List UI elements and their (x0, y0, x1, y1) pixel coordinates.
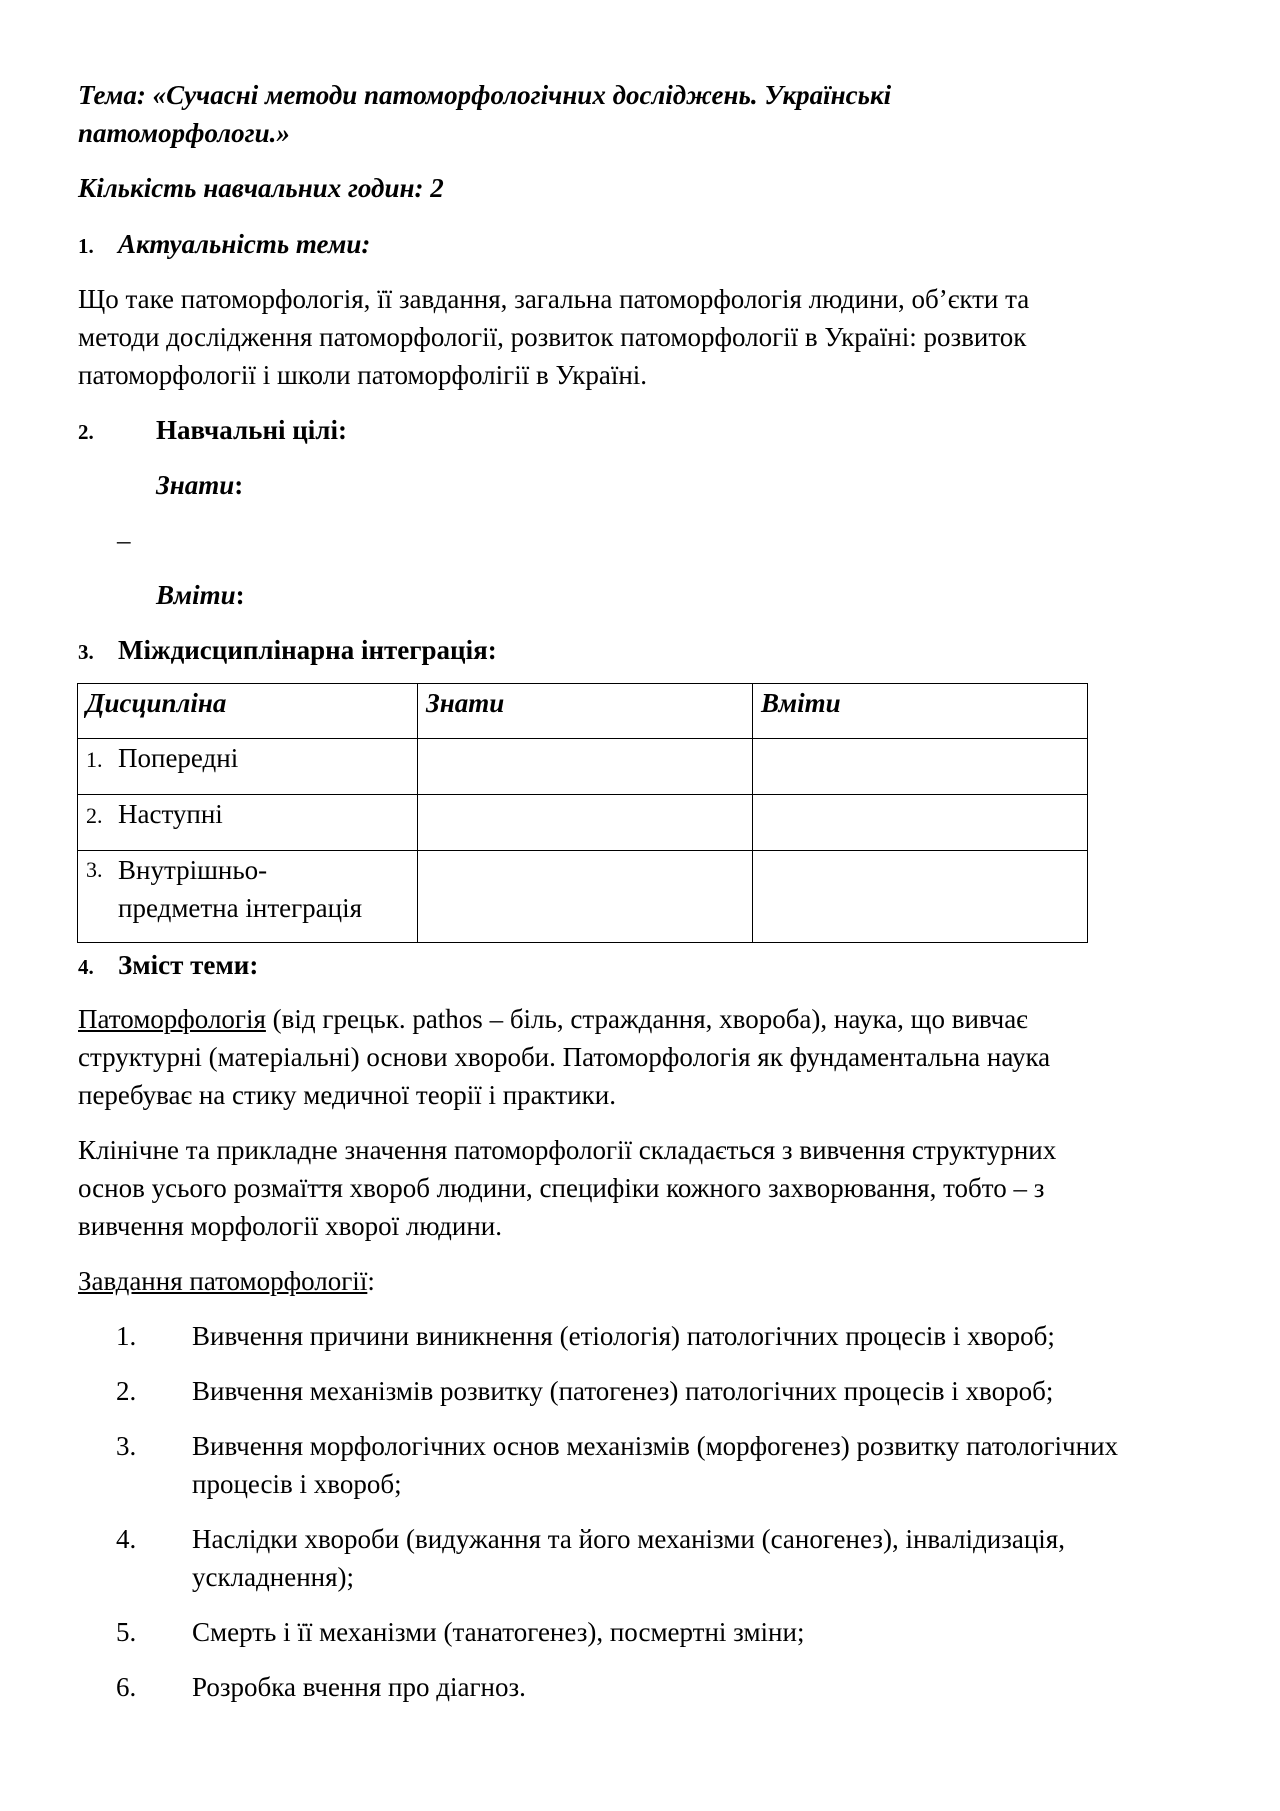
table-row-label: Наступні (118, 799, 223, 829)
section-2-heading (78, 411, 1208, 451)
section-1-number: 1. (78, 234, 94, 258)
content-paragraph-1-line-3: перебуває на стику медичної теорії і практики. (78, 1080, 616, 1110)
table-row-label (118, 851, 362, 927)
table-cell-know (418, 739, 753, 795)
section-4-heading (78, 946, 1208, 986)
know-label-colon: : (234, 470, 244, 500)
section-4-number: 4. (78, 955, 94, 979)
section-3-heading (78, 631, 1208, 671)
list-item-text-line-1: Вивчення морфологічних основ механізмів (морфогенез) розвитку патологічних (192, 1431, 1119, 1461)
section-1-title: Актуальність теми: (118, 229, 371, 259)
table-cell-discipline (78, 851, 418, 943)
list-item-text: Вивчення причини виникнення (етіологія) патологічних процесів і хвороб; (192, 1321, 1055, 1351)
can-label-colon: : (235, 580, 245, 610)
can-label (156, 576, 1280, 614)
table-row-number: 1. (86, 747, 103, 772)
content-paragraph-2-line-3: вивчення морфології хворої людини. (78, 1211, 502, 1241)
topic-line-1: Тема: «Сучасні методи патоморфологічних досліджень. Українські (78, 80, 892, 110)
table-row (78, 851, 1088, 943)
table-cell-can (753, 795, 1088, 851)
section-2-title: Навчальні цілі: (156, 415, 347, 445)
topic-line-2: патоморфологи.» (78, 118, 290, 148)
list-item-number: 3. (116, 1431, 137, 1461)
know-label (156, 466, 1280, 504)
list-item-number: 1. (116, 1321, 137, 1351)
table-header-discipline: Дисципліна (78, 684, 418, 739)
table-cell-discipline (78, 795, 418, 851)
content-paragraph-1 (78, 1000, 1208, 1114)
table-row (78, 795, 1088, 851)
content-paragraph-1-line-2: структурні (матеріальні) основи хвороби. Патоморфологія як фундаментальна наука (78, 1042, 1051, 1072)
content-paragraph-2 (78, 1131, 1208, 1245)
know-dash: – (117, 525, 131, 555)
table-row-label-line-1: Внутрішньо- (118, 855, 268, 885)
tasks-heading-colon: : (367, 1266, 375, 1296)
table-header-can: Вміти (753, 684, 1088, 739)
table-cell-know (418, 795, 753, 851)
hours-count: Кількість навчальних годин: 2 (78, 173, 444, 203)
content-paragraph-2-line-2: основ усього розмаїття хвороб людини, специфіки кожного захворювання, тобто – з (78, 1173, 1045, 1203)
table-cell-can (753, 739, 1088, 795)
tasks-heading-text: Завдання патоморфології (78, 1266, 368, 1296)
table-cell-know (418, 851, 753, 943)
content-paragraph-1-line-1 (78, 1000, 1208, 1038)
list-item-text: Вивчення механізмів розвитку (патогенез) патологічних процесів і хвороб; (192, 1376, 1054, 1406)
table-header-row (78, 684, 1088, 739)
section-2-number: 2. (78, 420, 94, 444)
list-item-number: 5. (116, 1617, 137, 1647)
section-4-title: Зміст теми: (118, 950, 259, 980)
table-cell-discipline (78, 739, 418, 795)
know-label-text: Знати (156, 470, 235, 500)
integration-table (77, 683, 1088, 943)
table-row-label: Попередні (118, 743, 239, 773)
section-1-text (78, 280, 1208, 394)
table-row-number: 2. (86, 803, 103, 828)
list-item-text: Розробка вчення про діагноз. (192, 1672, 526, 1702)
table-row-label-line-2: предметна інтеграція (118, 893, 363, 923)
section-1-text-line-1: Що таке патоморфологія, її завдання, загальна патоморфологія людини, об’єкти та (78, 284, 1030, 314)
topic-title (78, 76, 1208, 152)
list-item-number: 2. (116, 1376, 137, 1406)
tasks-heading (78, 1262, 1208, 1300)
list-item-text-line-2: процесів і хвороб; (192, 1469, 402, 1499)
list-item-text-line-1: Наслідки хвороби (видужання та його механізми (саногенез), інвалідизація, (192, 1524, 1065, 1554)
section-1-heading (78, 225, 1208, 265)
table-row-number: 3. (86, 857, 103, 882)
list-item-text: Смерть і її механізми (танатогенез), посмертні зміни; (192, 1617, 805, 1647)
list-item-text-line-2: ускладнення); (192, 1562, 355, 1592)
content-paragraph-2-line-1: Клінічне та прикладне значення патоморфології складається з вивчення структурних (78, 1135, 1057, 1165)
list-item-number: 4. (116, 1524, 137, 1554)
term-pathomorphology: Патоморфологія (78, 1004, 266, 1034)
section-1-text-line-2: методи дослідження патоморфології, розвиток патоморфології в Україні: розвиток (78, 322, 1027, 352)
section-1-text-line-3: патоморфології і школи патоморфолігії в Україні. (78, 360, 648, 390)
can-label-text: Вміти (156, 580, 236, 610)
table-row (78, 739, 1088, 795)
table-header-know: Знати (418, 684, 753, 739)
list-item-text (192, 1520, 1222, 1596)
content-paragraph-1-line-1-rest: (від грецьк. pathos – біль, страждання, хвороба), наука, що вивчає (265, 1004, 1028, 1034)
list-item-number: 6. (116, 1672, 137, 1702)
table-cell-can (753, 851, 1088, 943)
section-3-number: 3. (78, 640, 94, 664)
list-item-text (192, 1427, 1222, 1503)
section-3-title: Міждисциплінарна інтеграція: (118, 635, 497, 665)
